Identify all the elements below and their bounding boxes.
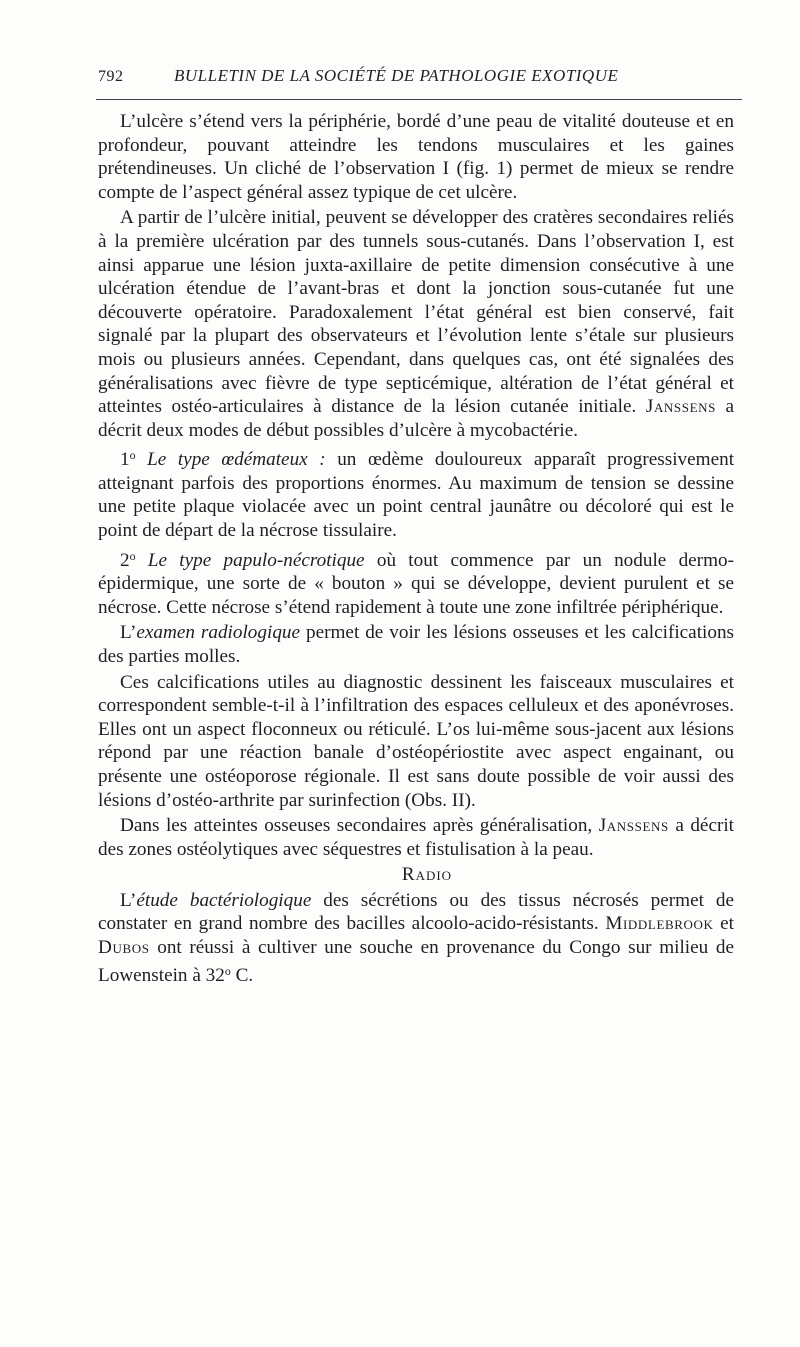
paragraph-text: ont réussi à cultiver une souche en provenance du Congo sur milieu de Lowenstein à 32 [98, 937, 735, 986]
ordinal-superscript: o [129, 548, 136, 563]
paragraph-text: permet de voir les lésions osseuses et les calcifications des parties molles. [98, 622, 735, 667]
italic-term: étude bactériologique [136, 889, 312, 911]
paragraph-radiology [98, 621, 734, 668]
paragraph-bacteriology [98, 889, 734, 987]
paragraph-text: L’ [120, 889, 137, 911]
list-number: 1 [120, 449, 130, 471]
paragraph-text: Dans les atteintes osseuses secondaires après généralisation, [120, 815, 593, 837]
paragraph-oedematous-type [98, 444, 734, 542]
paragraph-text: L’ulcère s’étend vers la périphérie, bordé d’une peau de vitalité douteuse et en profondeur, pouvant atteindre les tendons musculaires et les gaines prétendineuses. Un cliché de l’observation I (fig. 1) permet de mieux se rendre compte de l’aspect général assez typique de cet ulcère. [98, 111, 734, 203]
paragraph-text: et [720, 913, 734, 935]
italic-term: Le type œdémateux : [147, 449, 326, 471]
paragraph-text: a décrit des zones ostéolytiques avec séquestres et fistulisation à la peau. [98, 815, 735, 860]
author-name: Janssens [645, 396, 716, 418]
paragraph-text: Ces calcifications utiles au diagnostic dessinent les faisceaux musculaires et correspondent semble-t-il à l’infiltration des espaces celluleux et des aponévroses. Elles ont un aspect floconneux ou réticulé. L’os lui-même sous-jacent aux lésions répond par une réaction banale d’ostéopériostite avec aspect engainant, ou présente une ostéoporose régionale. Il est sans doute possible de voir aussi des lésions d’ostéo-arthrite par surinfection (Obs. II). [98, 671, 734, 811]
ordinal-superscript: o [129, 448, 136, 463]
paragraph-papulo-necrotic-type [98, 545, 734, 620]
journal-title: BULLETIN DE LA SOCIÉTÉ DE PATHOLOGIE EXOTIQUE [174, 66, 619, 85]
italic-term: examen radiologique [136, 622, 301, 644]
paragraph-calcifications [98, 671, 734, 813]
author-name: Middlebrook [605, 913, 714, 935]
paragraph-text: des sécrétions ou des tissus nécrosés permet de constater en grand nombre des bacilles alcoolo-acido-résistants. [98, 889, 734, 935]
paragraph-text: a décrit deux modes de début possibles d’ulcère à mycobactérie. [98, 396, 735, 441]
paragraph-secondary-craters [98, 206, 734, 442]
italic-term: Le type papulo-nécrotique [147, 549, 365, 571]
list-number: 2 [120, 549, 130, 571]
section-heading: Radio [401, 864, 453, 886]
running-header [98, 66, 738, 94]
paragraph-text: un œdème douloureux apparaît progressivement atteignant parfois des proportions énormes. Au maximum de tension se dessine une petite plaque violacée avec un point central jaunâtre ou décoloré qui est le point de départ de la nécrose tissulaire. [98, 449, 735, 542]
paragraph-text: où tout commence par un nodule dermo-épidermique, une sorte de « bouton » qui se développe, devient purulent et se nécrose. Cette nécrose s’étend rapidement à toute une zone infiltrée périphérique. [98, 549, 734, 618]
degree-superscript: o [224, 963, 231, 978]
author-name: Janssens [598, 815, 669, 837]
paragraph-text: A partir de l’ulcère initial, peuvent se développer des cratères secondaires reliés à la première ulcération par des tunnels sous-cutanés. Dans l’observation I, est ainsi apparue une lésion juxta-axillaire de petite dimension consécutive à une ulcération étendue de l’avant-bras et dont la jonction sous-cutanée fut une découverte opératoire. Paradoxalement l’état général est bien conservé, fait signalé par la plupart des observateurs et l’évolution lente s’étale sur plusieurs mois ou plusieurs années. Cependant, dans quelques cas, ont été signalées des généralisations avec fièvre de type septicémique, altération de l’état général et atteintes ostéo-articulaires à distance de la lésion cutanée initiale. [98, 207, 734, 418]
paragraph-ulcer-extension [98, 110, 734, 204]
page-number: 792 [98, 68, 124, 85]
article-body [98, 110, 734, 987]
paragraph-text: L’ [120, 622, 137, 644]
header-rule [96, 99, 742, 100]
author-name: Dubos [98, 937, 150, 959]
paragraph-bone-lesions [98, 814, 734, 861]
paragraph-text: C. [235, 964, 254, 986]
